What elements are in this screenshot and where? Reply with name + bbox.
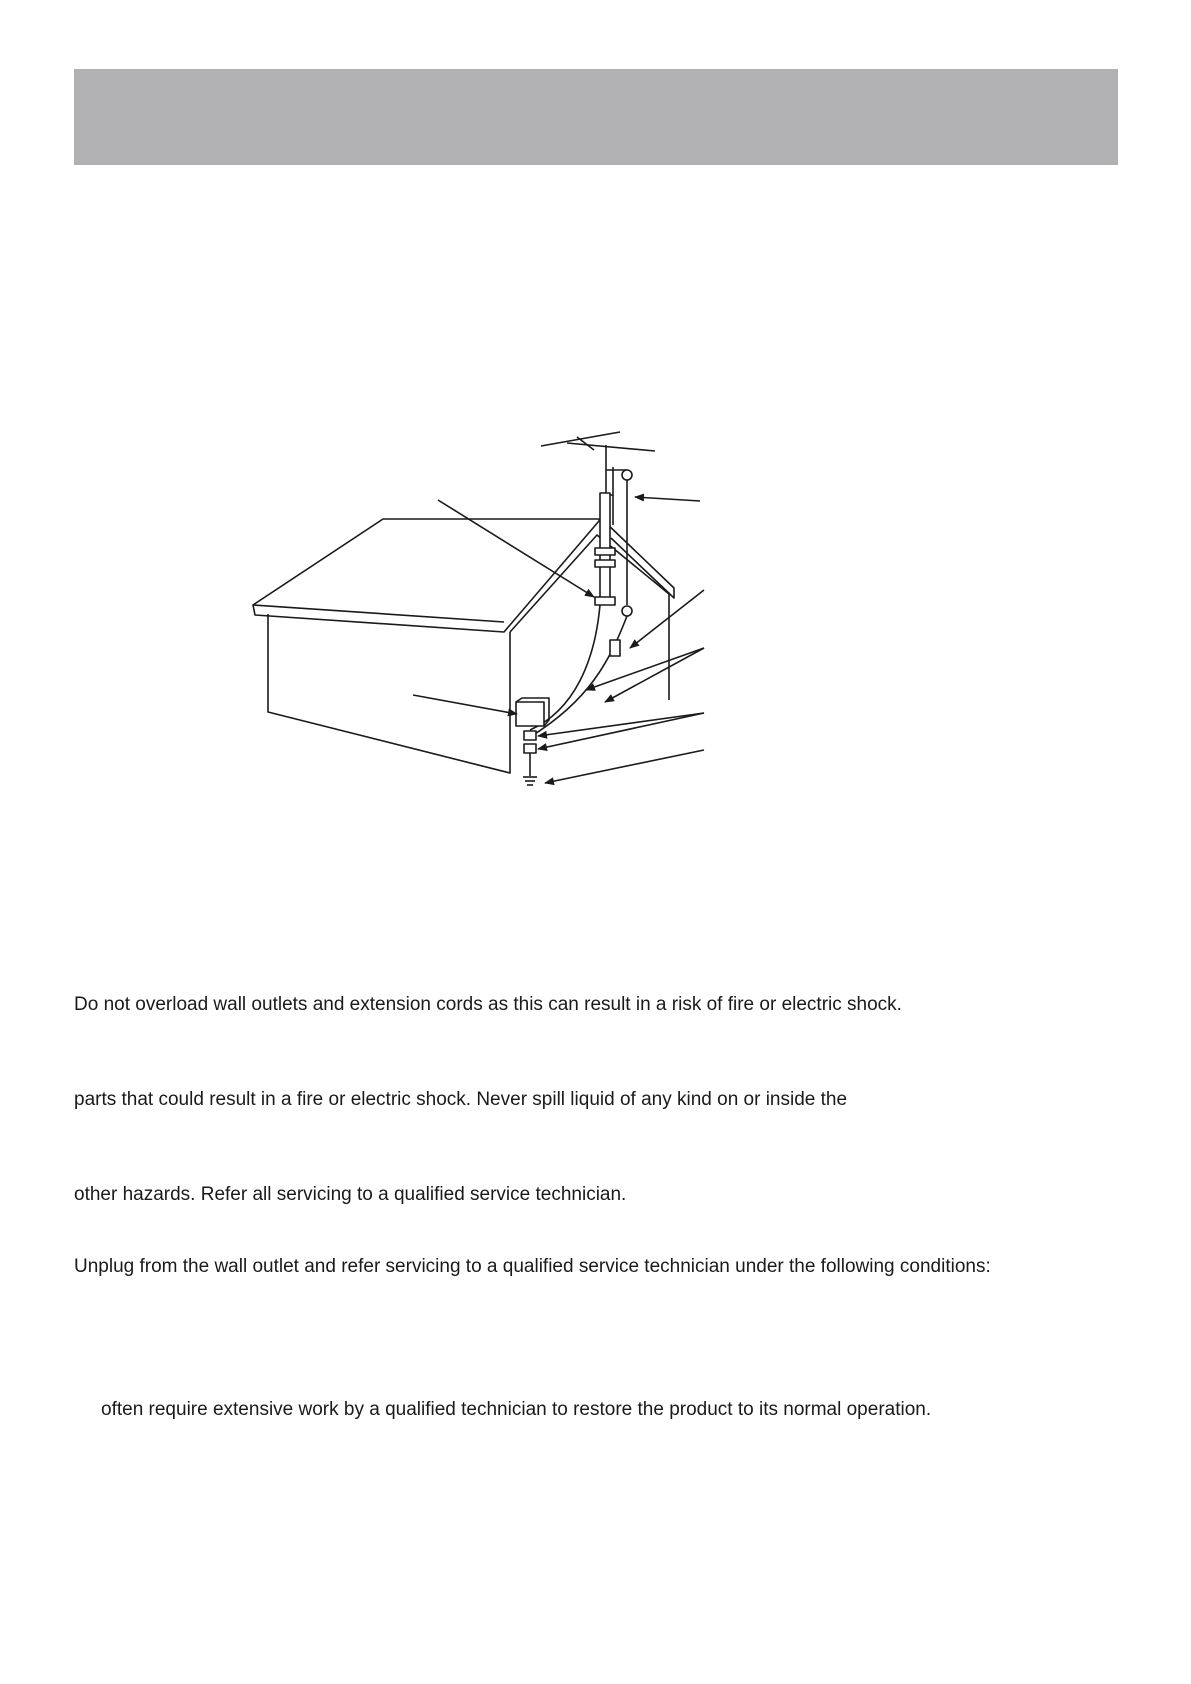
header-band (74, 69, 1118, 165)
paragraph-restore: often require extensive work by a qualified technician to restore the product to its normal operation. (101, 1399, 932, 1420)
paragraph-overload: Do not overload wall outlets and extension cords as this can result in a risk of fire or electric shock. (74, 994, 902, 1015)
paragraph-spill: parts that could result in a fire or electric shock. Never spill liquid of any kind on or inside the (74, 1089, 848, 1110)
paragraph-hazards: other hazards. Refer all servicing to a qualified service technician. (74, 1184, 627, 1205)
paragraph-unplug: Unplug from the wall outlet and refer servicing to a qualified service technician under the following conditions: (74, 1256, 991, 1277)
house-antenna-grounding-diagram-icon (240, 420, 710, 800)
